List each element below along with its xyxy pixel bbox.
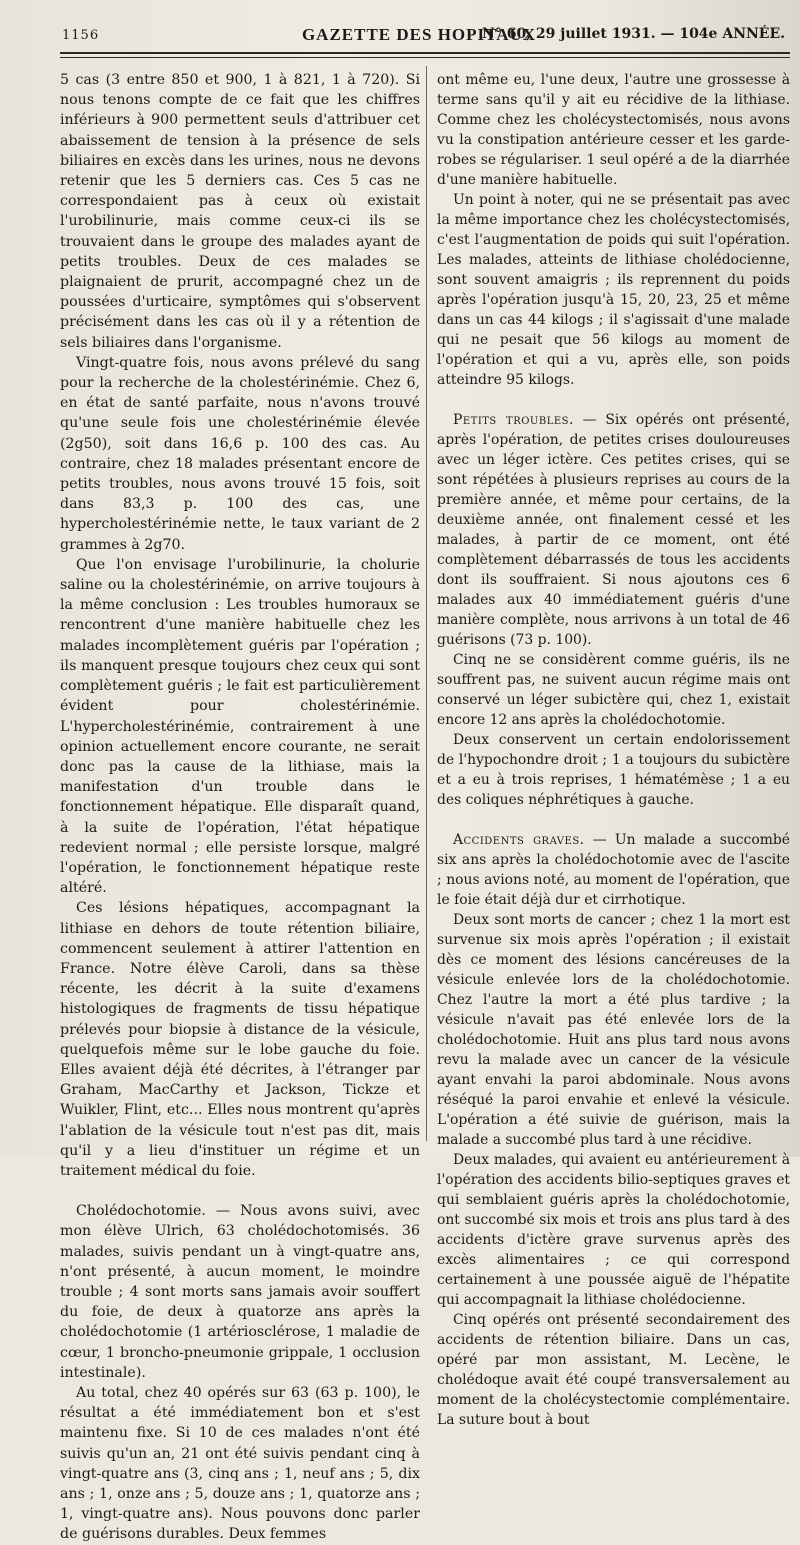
paragraph: Deux malades, qui avaient eu antérieurement à l'opération des accidents bilio-septiques graves et qui semblaient guéris après la cholédochotomie, ont succombé six mois et trois ans plus tard à des accidents d'ictère grave survenus après des excès alimentaires ; ce qui correspond certainement à une poussée aiguë de l'hépatite qui accompagnait la lithiase cholédocienne. <box>437 1152 790 1308</box>
right-column <box>437 70 790 1428</box>
section-paragraph <box>60 1201 420 1383</box>
left-column <box>60 70 420 1543</box>
section-paragraph <box>437 830 790 910</box>
paragraph: Cinq ne se considèrent comme guéris, ils ne souffrent pas, ne suivent aucun régime mais ont conservé un léger subictère qui, chez 1, existait encore 12 ans après la cholédochotomie. <box>437 652 790 728</box>
paragraph: Que l'on envisage l'urobilinurie, la cholurie saline ou la cholestérinémie, on arrive toujours à la même conclusion : Les troubles humoraux se rencontrent d'une manière habituelle chez les malades incomplètement guéris par l'opération ; ils manquent presque toujours chez ceux qui sont complètement guéris ; le fait est particulièrement évident pour cholestérinémie. L'hypercholestérinémie, contrairement à une opinion actuellement encore courante, ne serait donc pas la cause de la lithiase, mais la manifestation d'un trouble dans le fonctionnement hépatique. Elle disparaît quand, à la suite de l'opération, l'état hépatique redevient normal ; elle persiste lorsque, malgré l'opération, le fonctionnement hépatique reste altéré. <box>60 556 420 897</box>
paragraph: Vingt-quatre fois, nous avons prélevé du sang pour la recherche de la cholestérinémie. Chez 6, en état de santé parfaite, nous n'avons trouvé qu'une seule fois une cholestérinémie élevée (2g50), soit dans 16,6 p. 100 des cas. Au contraire, chez 18 malades présentant encore de petits troubles, nous avons trouvé 15 fois, soit dans 83,3 p. 100 des cas, une hypercholestérinémie nette, le taux variant de 2 grammes à 2g70. <box>60 354 420 553</box>
paragraph: Cinq opérés ont présenté secondairement des accidents de rétention biliaire. Dans un cas, opéré par mon assistant, M. Lecène, le cholédoque avait été coupé transversalement au moment de la cholécystectomie complémentaire. La suture bout à bout <box>437 1312 790 1428</box>
page-number: 1156 <box>62 28 100 43</box>
section-paragraph <box>437 410 790 650</box>
paragraph: 5 cas (3 entre 850 et 900, 1 à 821, 1 à 720). Si nous tenons compte de ce fait que les chiffres inférieurs à 900 permettent seuls d'attribuer cet abaissement de tension à la présence de sels biliaires en excès dans les urines, nous ne devons retenir que les 5 derniers cas. Ces 5 cas ne correspondaient pas à ceux où existait l'urobilinurie, mais comme ceux-ci ils se trouvaient dans le groupe des malades ayant de petits troubles. Deux de ces malades se plaignaient de prurit, accompagné chez un de poussées d'urticaire, symptômes qui s'observent précisément dans les cas où il y a rétention de sels biliaires dans l'organisme. <box>60 72 420 351</box>
journal-title: GAZETTE DES HOPITAUX <box>301 25 537 44</box>
section-text: — Un malade a succombé six ans après la cholédochotomie avec de l'ascite ; nous avions noté, au moment de l'opération, que le foie était déjà dur et cirrhotique. <box>437 832 790 908</box>
issue-info: N° 60, 29 juillet 1931. — 104e ANNÉE. <box>482 26 785 42</box>
paragraph: ont même eu, l'une deux, l'autre une grossesse à terme sans qu'il y ait eu récidive de la lithiase. Comme chez les cholécystectomisés, nous avons vu la constipation antérieure cesser et les garde-robes se régulariser. 1 seul opéré a de la diarrhée d'une manière habituelle. <box>437 72 790 188</box>
paragraph: Ces lésions hépatiques, accompagnant la lithiase en dehors de toute rétention biliaire, commencent seulement à attirer l'attention en France. Notre élève Caroli, dans sa thèse récente, les décrit à la suite d'examens histologiques de fragments de tissu hépatique prélevés pour biopsie à distance de la vésicule, quelquefois même sur le lobe gauche du foie. Elles avaient déjà été décrites, à l'étranger par Graham, MacCarthy et Jackson, Tickze et Wuikler, Flint, etc... Elles nous montrent qu'après l'ablation de la vésicule tout n'est pas dit, mais qu'il y a lieu d'instituer un régime et un traitement médical du foie. <box>60 900 420 1179</box>
section-heading-choledochotomie: Cholédochotomie. <box>76 1203 206 1220</box>
section-text: — Six opérés ont présenté, après l'opération, de petites crises douloureuses avec un léger ictère. Ces petites crises, qui se sont répétées à plusieurs reprises au cours de la première année, et même pour certains, de la deuxième année, ont finalement cessé et les malades, à partir de ce moment, ont été complètement débarrassés de tous les accidents dont ils souffraient. Si nous ajoutons ces 6 malades aux 40 immédiatement guéris d'une manière complète, nous arrivons à un total de 46 guérisons (73 p. 100). <box>437 412 790 648</box>
column-divider <box>426 66 427 1141</box>
section-text: — Nous avons suivi, avec mon élève Ulrich, 63 cholédochotomisés. 36 malades, suivis pendant un à vingt-quatre ans, n'ont présenté, à aucun moment, le moindre trouble ; 4 sont morts sans jamais avoir souffert du foie, de deux à quatorze ans après la cholédochotomie (1 artériosclérose, 1 maladie de cœur, 1 broncho-pneumonie grippale, 1 occlusion intestinale). <box>60 1203 420 1381</box>
paragraph: Deux conservent un certain endolorissement de l'hypochondre droit ; 1 a toujours du subictère et a eu à trois reprises, 1 hématémèse ; 1 a eu des coliques néphrétiques à gauche. <box>437 732 790 808</box>
paragraph: Au total, chez 40 opérés sur 63 (63 p. 100), le résultat a été immédiatement bon et s'est maintenu fixe. Si 10 de ces malades n'ont été suivis qu'un an, 21 ont été suivis pendant cinq à vingt-quatre ans (3, cinq ans ; 1, neuf ans ; 5, dix ans ; 1, onze ans ; 5, douze ans ; 1, quatorze ans ; 1, vingt-quatre ans). Nous pouvons donc parler de guérisons durables. Deux femmes <box>60 1385 420 1543</box>
page-header <box>44 10 789 54</box>
header-rule <box>60 52 790 58</box>
paragraph: Un point à noter, qui ne se présentait pas avec la même importance chez les cholécystectomisés, c'est l'augmentation de poids qui suit l'opération. Les malades, atteints de lithiase cholédocienne, sont souvent amaigris ; ils reprennent du poids après l'opération jusqu'à 15, 20, 23, 25 et même dans un cas 44 kilogs ; il s'agissait d'une malade qui ne pesait que 56 kilogs au moment de l'opération et qui a vu, après elle, son poids atteindre 95 kilogs. <box>437 192 790 388</box>
paragraph: Deux sont morts de cancer ; chez 1 la mort est survenue six mois après l'opération ; il existait dès ce moment des lésions cancéreuses de la vésicule enlevée lors de la cholédochotomie. Chez l'autre la mort a été plus tardive ; la vésicule n'avait pas été enlevée lors de la cholédochotomie. Huit ans plus tard nous avons revu la malade avec un cancer de la vésicule ayant envahi la paroi abdominale. Nous avons réséqué la paroi envahie et enlevé la vésicule. L'opération a été suivie de guérison, mais la malade a succombé plus tard à une récidive. <box>437 912 790 1148</box>
section-heading-petits-troubles: Petits troubles. <box>453 412 574 428</box>
section-heading-accidents-graves: Accidents graves. <box>453 832 585 848</box>
